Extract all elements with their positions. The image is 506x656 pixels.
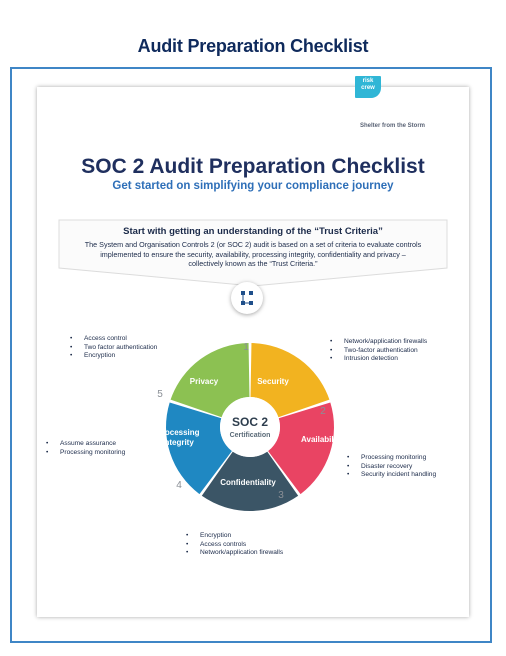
riskcrew-logo bbox=[355, 76, 381, 98]
list-item: • Disaster recovery bbox=[347, 463, 447, 472]
list-item: • Encryption bbox=[186, 532, 283, 541]
wheel-center-subtitle: Certification bbox=[229, 432, 271, 439]
banner-text: The System and Organisation Controls 2 (or SOC 2) audit is based on a set of criteria to evaluate controls implemented to ensure the security, availability, processing integrity, confidentiality and privacy – collectively known as the “Trust Criteria.” bbox=[84, 240, 422, 269]
list-item: • Assume assurance bbox=[46, 440, 125, 449]
logo-line-1: risk bbox=[362, 78, 374, 84]
list-item: • Two-factor authentication bbox=[330, 347, 427, 356]
list-item: • Network/application firewalls bbox=[330, 338, 427, 347]
availability-controls-list bbox=[347, 454, 447, 480]
list-item: • Intrusion detection bbox=[330, 355, 427, 364]
logo-line-2: crew bbox=[361, 85, 375, 91]
segment-label-availability: Availability bbox=[301, 435, 343, 444]
list-item: • Processing monitoring bbox=[347, 454, 447, 463]
page-heading: Audit Preparation Checklist bbox=[137, 36, 369, 56]
segment-label-processing: Processing bbox=[156, 428, 200, 437]
list-item: • Access controls bbox=[186, 541, 283, 550]
document-title: SOC 2 Audit Preparation Checklist bbox=[81, 155, 425, 178]
confidentiality-controls-list bbox=[186, 532, 283, 558]
list-item: • Processing monitoring bbox=[46, 449, 125, 458]
segment-number-1: 1 bbox=[243, 342, 249, 353]
privacy-controls-list bbox=[70, 335, 157, 361]
segment-number-4: 4 bbox=[176, 480, 182, 491]
segment-number-5: 5 bbox=[157, 389, 163, 400]
tagline: Shelter from the Storm bbox=[360, 123, 426, 129]
processing-controls-list bbox=[46, 440, 125, 457]
segment-number-3: 3 bbox=[278, 490, 284, 501]
segment-label-security: Security bbox=[257, 377, 289, 386]
document-subtitle: Get started on simplifying your compliance journey bbox=[112, 180, 394, 192]
hierarchy-icon-badge bbox=[231, 282, 263, 314]
segment-label-integrity: Integrity bbox=[162, 438, 194, 447]
segment-number-2: 2 bbox=[320, 406, 326, 417]
list-item: • Encryption bbox=[70, 352, 157, 361]
segment-label-confidentiality: Confidentiality bbox=[220, 478, 276, 487]
banner-title: Start with getting an understanding of the “Trust Criteria” bbox=[123, 226, 383, 237]
security-controls-list bbox=[330, 338, 427, 364]
list-item: • Security incident handling bbox=[347, 471, 447, 480]
list-item: • Access control bbox=[70, 335, 157, 344]
segment-label-privacy: Privacy bbox=[189, 377, 219, 386]
list-item: • Network/application firewalls bbox=[186, 549, 283, 558]
wheel-center-title: SOC 2 bbox=[231, 415, 269, 429]
hierarchy-icon bbox=[231, 282, 263, 314]
list-item: • Two factor authentication bbox=[70, 344, 157, 353]
